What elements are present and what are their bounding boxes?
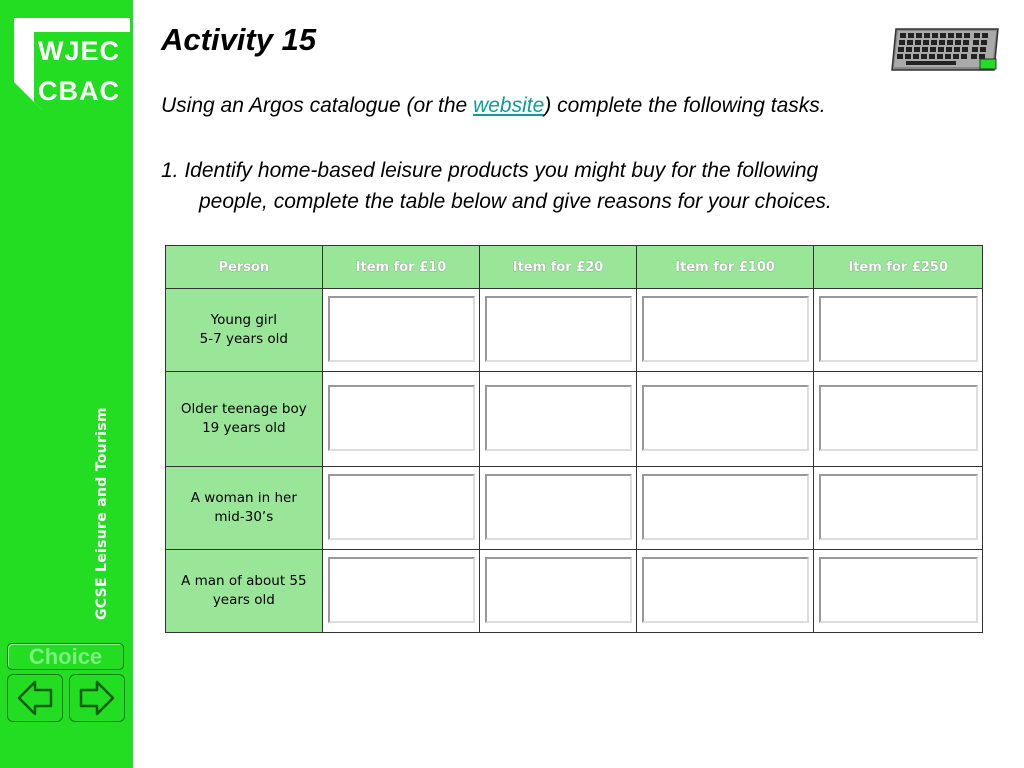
right-arrow-icon [75, 678, 119, 718]
person-line-1: Older teenage boy [180, 401, 307, 417]
person-cell [166, 550, 323, 633]
intro-before: Using an Argos catalogue (or the [161, 94, 474, 117]
person-line-2: 5-7 years old [199, 331, 289, 347]
logo-text-top: WJEC [38, 36, 121, 66]
person-line-1: A man of about 55 [181, 573, 307, 589]
table-row [166, 289, 983, 372]
person-line-2: mid-30’s [214, 509, 274, 525]
task-line-2: people, complete the table below and give reasons for your choices. [199, 190, 832, 213]
col-header-person: Person [166, 246, 323, 289]
col-header-item-10: Item for £10 [322, 246, 480, 289]
answer-box-item-100[interactable] [642, 385, 810, 451]
products-table [165, 245, 983, 633]
col-header-item-20: Item for £20 [480, 246, 637, 289]
course-label: GCSE Leisure and Tourism [94, 407, 110, 620]
answer-box-item-250[interactable] [819, 296, 978, 362]
person-line-1: A woman in her [190, 490, 297, 506]
answer-box-item-20[interactable] [485, 474, 632, 540]
intro-text [161, 94, 826, 118]
answer-box-item-100[interactable] [642, 296, 810, 362]
person-line-2: 19 years old [202, 420, 286, 436]
page-title: Activity 15 [161, 22, 317, 57]
answer-box-item-20[interactable] [485, 557, 632, 623]
sidebar [0, 0, 133, 768]
task-line-1: 1. Identify home-based leisure products you might buy for the following [161, 159, 819, 182]
left-arrow-icon [13, 678, 57, 718]
previous-button[interactable] [7, 674, 63, 722]
next-button[interactable] [69, 674, 125, 722]
col-header-item-100: Item for £100 [636, 246, 814, 289]
person-cell [166, 289, 323, 372]
table-row [166, 550, 983, 633]
table-row [166, 372, 983, 467]
person-line-2: years old [212, 592, 275, 608]
answer-box-item-20[interactable] [485, 296, 632, 362]
intro-after: ) complete the following tasks. [544, 94, 826, 117]
answer-box-item-10[interactable] [328, 296, 476, 362]
person-line-1: Young girl [210, 312, 277, 328]
keyboard-icon [890, 27, 1000, 72]
choice-button[interactable]: Choice [7, 643, 124, 670]
answer-box-item-250[interactable] [819, 385, 978, 451]
table-row [166, 467, 983, 550]
answer-box-item-100[interactable] [642, 474, 810, 540]
col-header-item-250: Item for £250 [814, 246, 983, 289]
answer-box-item-250[interactable] [819, 557, 978, 623]
logo-text-bottom: CBAC [38, 76, 120, 106]
website-link[interactable]: website [473, 94, 545, 117]
answer-box-item-10[interactable] [328, 474, 476, 540]
table-header-row [166, 246, 983, 289]
person-cell [166, 467, 323, 550]
answer-box-item-10[interactable] [328, 557, 476, 623]
answer-box-item-10[interactable] [328, 385, 476, 451]
answer-box-item-20[interactable] [485, 385, 632, 451]
task-instructions [161, 155, 1001, 217]
answer-box-item-250[interactable] [819, 474, 978, 540]
person-cell [166, 372, 323, 467]
answer-box-item-100[interactable] [642, 557, 810, 623]
